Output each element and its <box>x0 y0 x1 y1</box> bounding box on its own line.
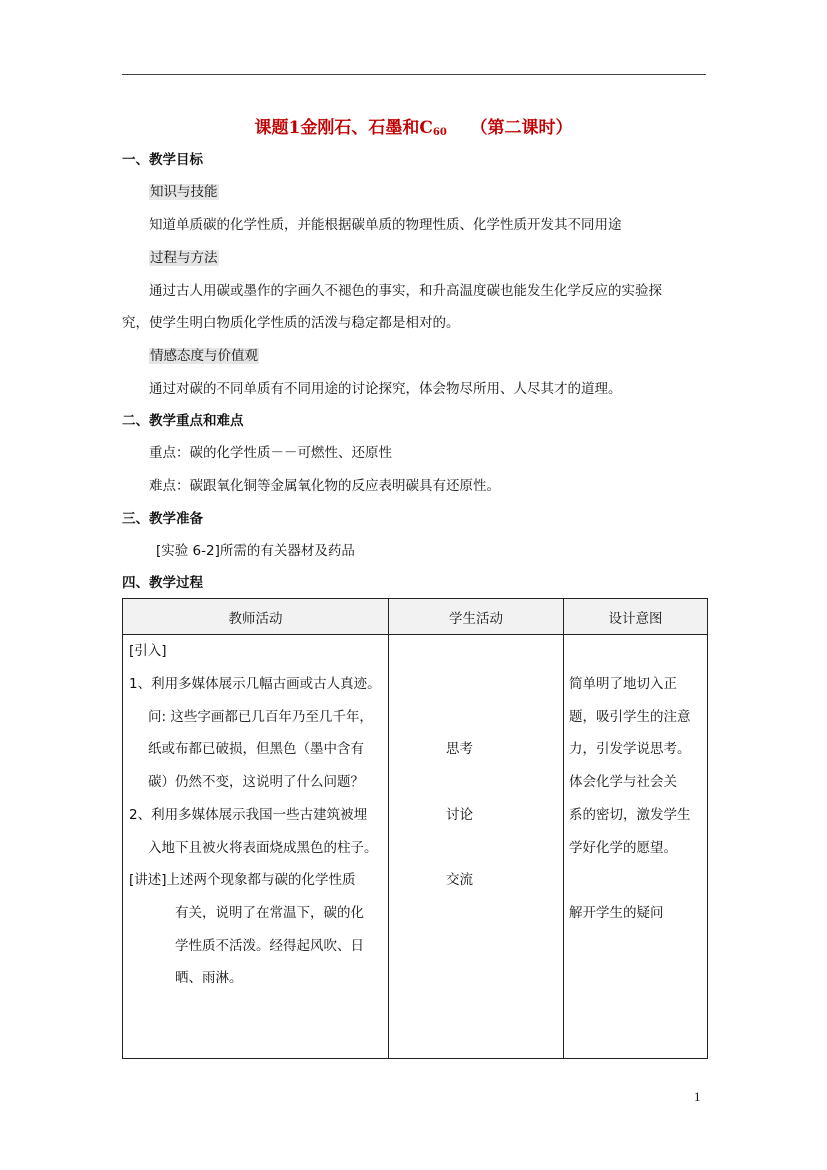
teacher-activity-cell <box>123 635 389 1059</box>
title-lesson: （第二课时） <box>470 118 573 138</box>
key-point-text: 重点：碳的化学性质－－可燃性、还原性 <box>149 445 392 461</box>
section-heading-key-points: 二、教学重点和难点 <box>122 413 244 429</box>
student-line: 交流 <box>446 872 473 888</box>
design-intent-cell <box>564 635 708 1059</box>
teacher-line: 1、利用多媒体展示几幅古画或古人真迹。 <box>129 676 381 692</box>
student-line: 讨论 <box>446 807 473 823</box>
student-activity-cell <box>389 635 564 1059</box>
teacher-line: 学性质不活泼。经得起风吹、日 <box>175 938 364 954</box>
process-text-line-1: 通过古人用碳或墨作的字画久不褪色的事实，和升高温度碳也能发生化学反应的实验探 <box>149 283 662 299</box>
design-line: 学好化学的愿望。 <box>569 840 677 856</box>
design-line: 题，吸引学生的注意 <box>569 709 691 725</box>
header-rule <box>122 74 706 75</box>
student-line: 思考 <box>446 741 473 757</box>
teacher-line: 纸或布都已破损，但黑色（墨中含有 <box>148 741 364 757</box>
teacher-line: 问: 这些字画都已几百年乃至几千年， <box>148 709 373 725</box>
header-student: 学生活动 <box>389 599 564 635</box>
section-heading-process: 四、教学过程 <box>122 575 203 591</box>
section-heading-prep: 三、教学准备 <box>122 511 203 527</box>
design-line: 解开学生的疑问 <box>569 905 664 921</box>
design-line: 系的密切，激发学生 <box>569 807 691 823</box>
header-design: 设计意图 <box>564 599 708 635</box>
teaching-process-table <box>122 598 708 1059</box>
teacher-line: 碳）仍然不变，这说明了什么问题？ <box>148 774 364 790</box>
section-heading-goals: 一、教学目标 <box>122 152 203 168</box>
design-line: 简单明了地切入正 <box>569 676 677 692</box>
emotion-text: 通过对碳的不同单质有不同用途的讨论探究，体会物尽所用、人尽其才的道理。 <box>149 381 622 397</box>
title-subscript: 60 <box>432 127 447 138</box>
process-label: 过程与方法 <box>150 250 218 266</box>
teacher-line: [引入] <box>129 643 167 659</box>
header-teacher: 教师活动 <box>123 599 389 635</box>
design-line: 力，引发学说思考。 <box>569 741 691 757</box>
page-number: 1 <box>694 1089 701 1104</box>
teacher-line: 入地下且被火将表面烧成黑色的柱子。 <box>148 840 378 856</box>
teacher-line: 晒、雨淋。 <box>175 970 243 986</box>
knowledge-label: 知识与技能 <box>150 184 218 200</box>
teacher-line: 2、利用多媒体展示我国一些古建筑被埋 <box>129 807 368 823</box>
emotion-label: 情感态度与价值观 <box>150 348 258 364</box>
document-title <box>0 113 827 138</box>
process-text-line-2: 究，使学生明白物质化学性质的活泼与稳定都是相对的。 <box>122 315 460 331</box>
knowledge-text: 知道单质碳的化学性质，并能根据碳单质的物理性质、化学性质开发其不同用途 <box>149 217 622 233</box>
difficult-point-text: 难点：碳跟氧化铜等金属氧化物的反应表明碳具有还原性。 <box>149 478 500 494</box>
teacher-line: [讲述]上述两个现象都与碳的化学性质 <box>129 872 356 888</box>
table-body-row <box>123 635 708 1059</box>
title-main: 课题1金刚石、石墨和C <box>254 118 433 138</box>
design-line: 体会化学与社会关 <box>569 774 677 790</box>
table-header-row <box>123 599 708 635</box>
prep-text: [实验 6-2]所需的有关器材及药品 <box>156 543 355 559</box>
teacher-line: 有关，说明了在常温下，碳的化 <box>175 905 364 921</box>
